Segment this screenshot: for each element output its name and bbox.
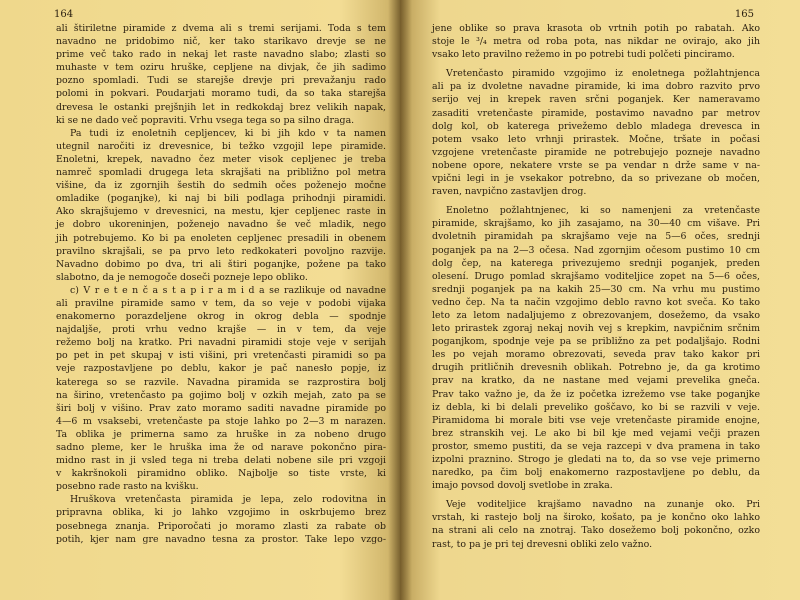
text-line: navadno ne pridobimo nič, ker tako starikavo drevje se ne [56, 36, 386, 48]
text-line: jene oblike so prava krasota ob vrtnih potih po rabatah. Ako [432, 23, 760, 34]
text-line: muhaste v tem oziru hruške, cepljene na divjak, če jih sadimo [56, 62, 386, 74]
text-line: dolg čep, na katerega privezujemo srednji poganjek, preden [432, 257, 760, 269]
text-line: veje razpostavljene po deblu, kakor je pač nanesło popje, iz [56, 363, 386, 375]
text-line: pozno spomladi. Tudi se starejše drevje pri prevažanju rado [56, 75, 386, 87]
text-line: ali pa iz dvoletne navadne piramide, ki ima dobro razvito prvo [432, 81, 760, 93]
text-line: Veje voditeljice krajšamo navadno na zunanje oko. Pri [446, 499, 760, 511]
text-line: naredko, pa čim bolj enakomerno razpostavljene po deblu, da [432, 467, 760, 479]
text-line: pravilno skrajšali, se pa prvo leto redkokateri povoljno razvije. [56, 245, 386, 257]
text-line: najdaljše, proti vrhu vedno krajše — in v tem, da veje [56, 324, 386, 336]
text-line: prostor, smemo pustiti, da se veja razcepi v dva pramena in tako [432, 440, 760, 452]
text-line: Ta oblika je primerna samo za hruške in za nobeno drugo [56, 428, 386, 440]
text-line: Enoletno požlahtnjenec, ki so namenjeni za vretenčaste [446, 205, 760, 217]
text-line: Hruškova vretenčasta piramida je lepa, zelo rodovitna in [70, 494, 386, 506]
text-line: Navadno dobimo po dva, tri ali štiri poganjke, požene pa tako [56, 258, 386, 270]
text-line: leto za letom nadaljujemo z obrezovanjem, dosežemo, da vsako [432, 309, 760, 321]
text-line: leto prirastek zgoraj nekaj novih vej s krepkim, navpičnim srčnim [432, 323, 760, 335]
text-line: potih, kjer nam gre navadno tesna za prostor. Take lepo vzgo- [56, 533, 386, 545]
right-page [400, 0, 800, 600]
text-line: midno rast in ji vsled tega ni treba delati nobene sile pri vzgoji [56, 455, 386, 467]
text-line: posebnega znanja. Priporočati jo moramo zlasti za rabate ob [56, 520, 386, 532]
text-line: olesení. Drugo pomlad skrajšamo voditeljice zopet na 5—6 očes, [432, 270, 760, 282]
text-line: namreč spomladi drugega leta skrajšati na približno pol metra [56, 167, 386, 179]
text-line: iz debla, ki bi delali preveliko goščavo, ko bi se razvili v veje. [432, 401, 760, 413]
text-line: vedno čep. Na ta način vzgojimo deblo ravno kot sveča. Ko tako [432, 296, 760, 308]
text-line: polomi in pokvari. Poudarjati moramo tudi, da so taka starejša [56, 88, 386, 100]
text-line: višine, da iz zgornjih šestih do sedmih očes poženejo močne [56, 180, 386, 192]
text-line: ali pravilne piramide samo v tem, da so veje v podobi vijaka [56, 297, 386, 309]
text-line: vzgojene vretenčaste piramide ne potrebujejo pozneje navadno [432, 146, 760, 158]
text-line: utegnil naročiti iz drevesnice, bi težko vzgojil lepe piramide. [56, 140, 386, 152]
text-line: Pa tudi iz enoletnih cepljencev, ki bi jih kdo v ta namen [70, 127, 386, 139]
text-line: ki se ne dado več popraviti. Vrhu vsega tega so pa silno draga. [56, 114, 355, 126]
text-line: rast, to pa je pri tej drevesni obliki zelo važno. [432, 538, 653, 550]
text-line: je dobro ukoreninjen, poženejo navadno še več mladik, nego [56, 219, 386, 231]
text-line: ali štiriletne piramide z dvema ali s tremi serijami. Toda s tem [56, 23, 386, 34]
text-line: zasaditi vretenčaste piramide, postavimo navadno par metrov [432, 107, 760, 119]
text-line: slabotno, da je nemogoče doseči pozneje lepo obliko. [56, 271, 308, 283]
text-line: brez stranskih vej. Le ako bi bil kje med vejami večji prazen [432, 427, 760, 439]
text-line: katerega so se razvile. Navadna piramida se razprostira bolj [56, 376, 386, 388]
text-line: pripravna oblika, ki jo lahko vzgojimo in oskrbujemo brez [56, 507, 386, 519]
text-line: enakomerno porazdeljene okrog in okrog debla — spodnje [56, 311, 386, 323]
text-line: srednji poganjek pa na kakih 25—30 cm. Na vrhu mu pustimo [432, 283, 760, 295]
text-line: stoje le ³/₄ metra od roba pota, nas nikdar ne ovirajo, ako jih [432, 36, 760, 48]
text-line: Prav tako važno je, da že iz početka izrežemo vse take poganjke [432, 388, 760, 400]
text-line: prime več tako rado in nekaj let raste navadno slabo; zlasti so [56, 49, 386, 61]
text-line: v kakršnokoli piramidno obliko. Najbolje so tiste vrste, ki [56, 468, 386, 480]
text-line: na strani ali celo na znotraj. Tako dosežemo bolj pokončno, ozko [432, 525, 760, 537]
text-line: poganjkom, spodnje veje pa se približno za pet podaljšajo. Rodni [432, 336, 760, 348]
text-line: les po vejah moramo obrezovati, seveda prav tako kakor pri [432, 349, 760, 361]
text-line: sadno pleme, ker le hruška ima že od narave pokončno pira- [56, 442, 386, 453]
text-line: posebno rade rasto na kvišku. [56, 481, 199, 493]
text-line: prav na kratko, da ne nastane med vejami prevelika gneča. [432, 375, 760, 387]
text-line: dvoletnih piramidah pa skrajšamo veje na 5—6 očes, srednji [432, 231, 760, 243]
text-line: c) V r e t e n č a s t a p i r a m i d a se razlikuje od navadne [70, 284, 386, 296]
text-line: serijo vej in krepek raven srčni poganjek. Ker nameravamo [432, 94, 760, 106]
text-line: piramide, skrajšamo, ko jih zasajamo, na 30—40 cm višave. Pri [432, 218, 760, 230]
text-line: režemo bolj na kratko. Pri navadni piramidi stoje veje v serijah [56, 337, 386, 349]
text-line: širi bolj v višino. Prav zato moramo saditi navadne piramide po [56, 402, 386, 414]
text-line: vpični legi in je vsekakor potrebno, da so privezane ob močen, [432, 173, 760, 185]
text-line: Enoletni, krepek, navadno čez meter visok cepljenec je treba [56, 153, 386, 165]
text-line: Ako skrajšujemo v drevesnici, na mestu, kjer cepljenec raste in [56, 206, 386, 218]
text-line: poganjek pa na 2—3 očesa. Nad zgornjim očesom pustimo 10 cm [432, 244, 760, 256]
text-line: dolg kol, ob katerega privežemo deblo mladega drevesca in [432, 120, 760, 132]
text-line: imajo povsod dovolj svetlobe in zraka. [432, 480, 613, 492]
text-line: potem vsako leto vrhnji prirastek. Močne, tršate in počasi [432, 133, 760, 145]
text-line: omladike (poganjke), ki naj bi bili podlaga prihodnji piramidi. [56, 193, 386, 205]
page-number: 165 [734, 9, 754, 20]
book-gutter [388, 0, 412, 600]
text-line: nobene opore, nekatere vrste se pa vendar n drže same v na- [432, 159, 760, 171]
text-line: izpolni praznino. Strogo je gledati na to, da so vse veje primerno [432, 454, 760, 465]
text-line: vsako leto pravilno režemo in po potrebi tudi polčeti pinciramo. [432, 49, 735, 61]
text-line: drevesa le ostanki prejšnjih let in redkokdaj brez velikih napak, [56, 101, 386, 113]
text-line: Vretenčasto piramido vzgojimo iz enoletnega požlahtnjenca [446, 68, 760, 80]
text-line: na širino, vretenčasto pa gojimo bolj v ozkih mejah, zato pa se [56, 389, 386, 401]
text-line: 4—6 m vsaksebi, vretenčaste pa stoje lahko po 2—3 m narazen. [56, 415, 386, 427]
text-line: jih potrebujemo. Ko bi pa enoleten cepljenec presadili in obenem [56, 232, 386, 244]
text-line: po pet in pet skupaj v isti višini, pri vretenčasti piramidi so pa [56, 350, 386, 362]
text-line: Piramidoma bi morale biti vse veje vretenčaste piramide enojne, [432, 414, 760, 426]
page-number: 164 [54, 9, 74, 20]
text-line: vrstah, ki rastejo bolj na široko, košato, pa je končno oko lahko [432, 512, 760, 524]
text-line: raven, navpično zastavljen drog. [432, 186, 587, 198]
text-line: drugih pritličnih drevesnih oblikah. Potrebno je, da ga krotimo [432, 362, 760, 374]
